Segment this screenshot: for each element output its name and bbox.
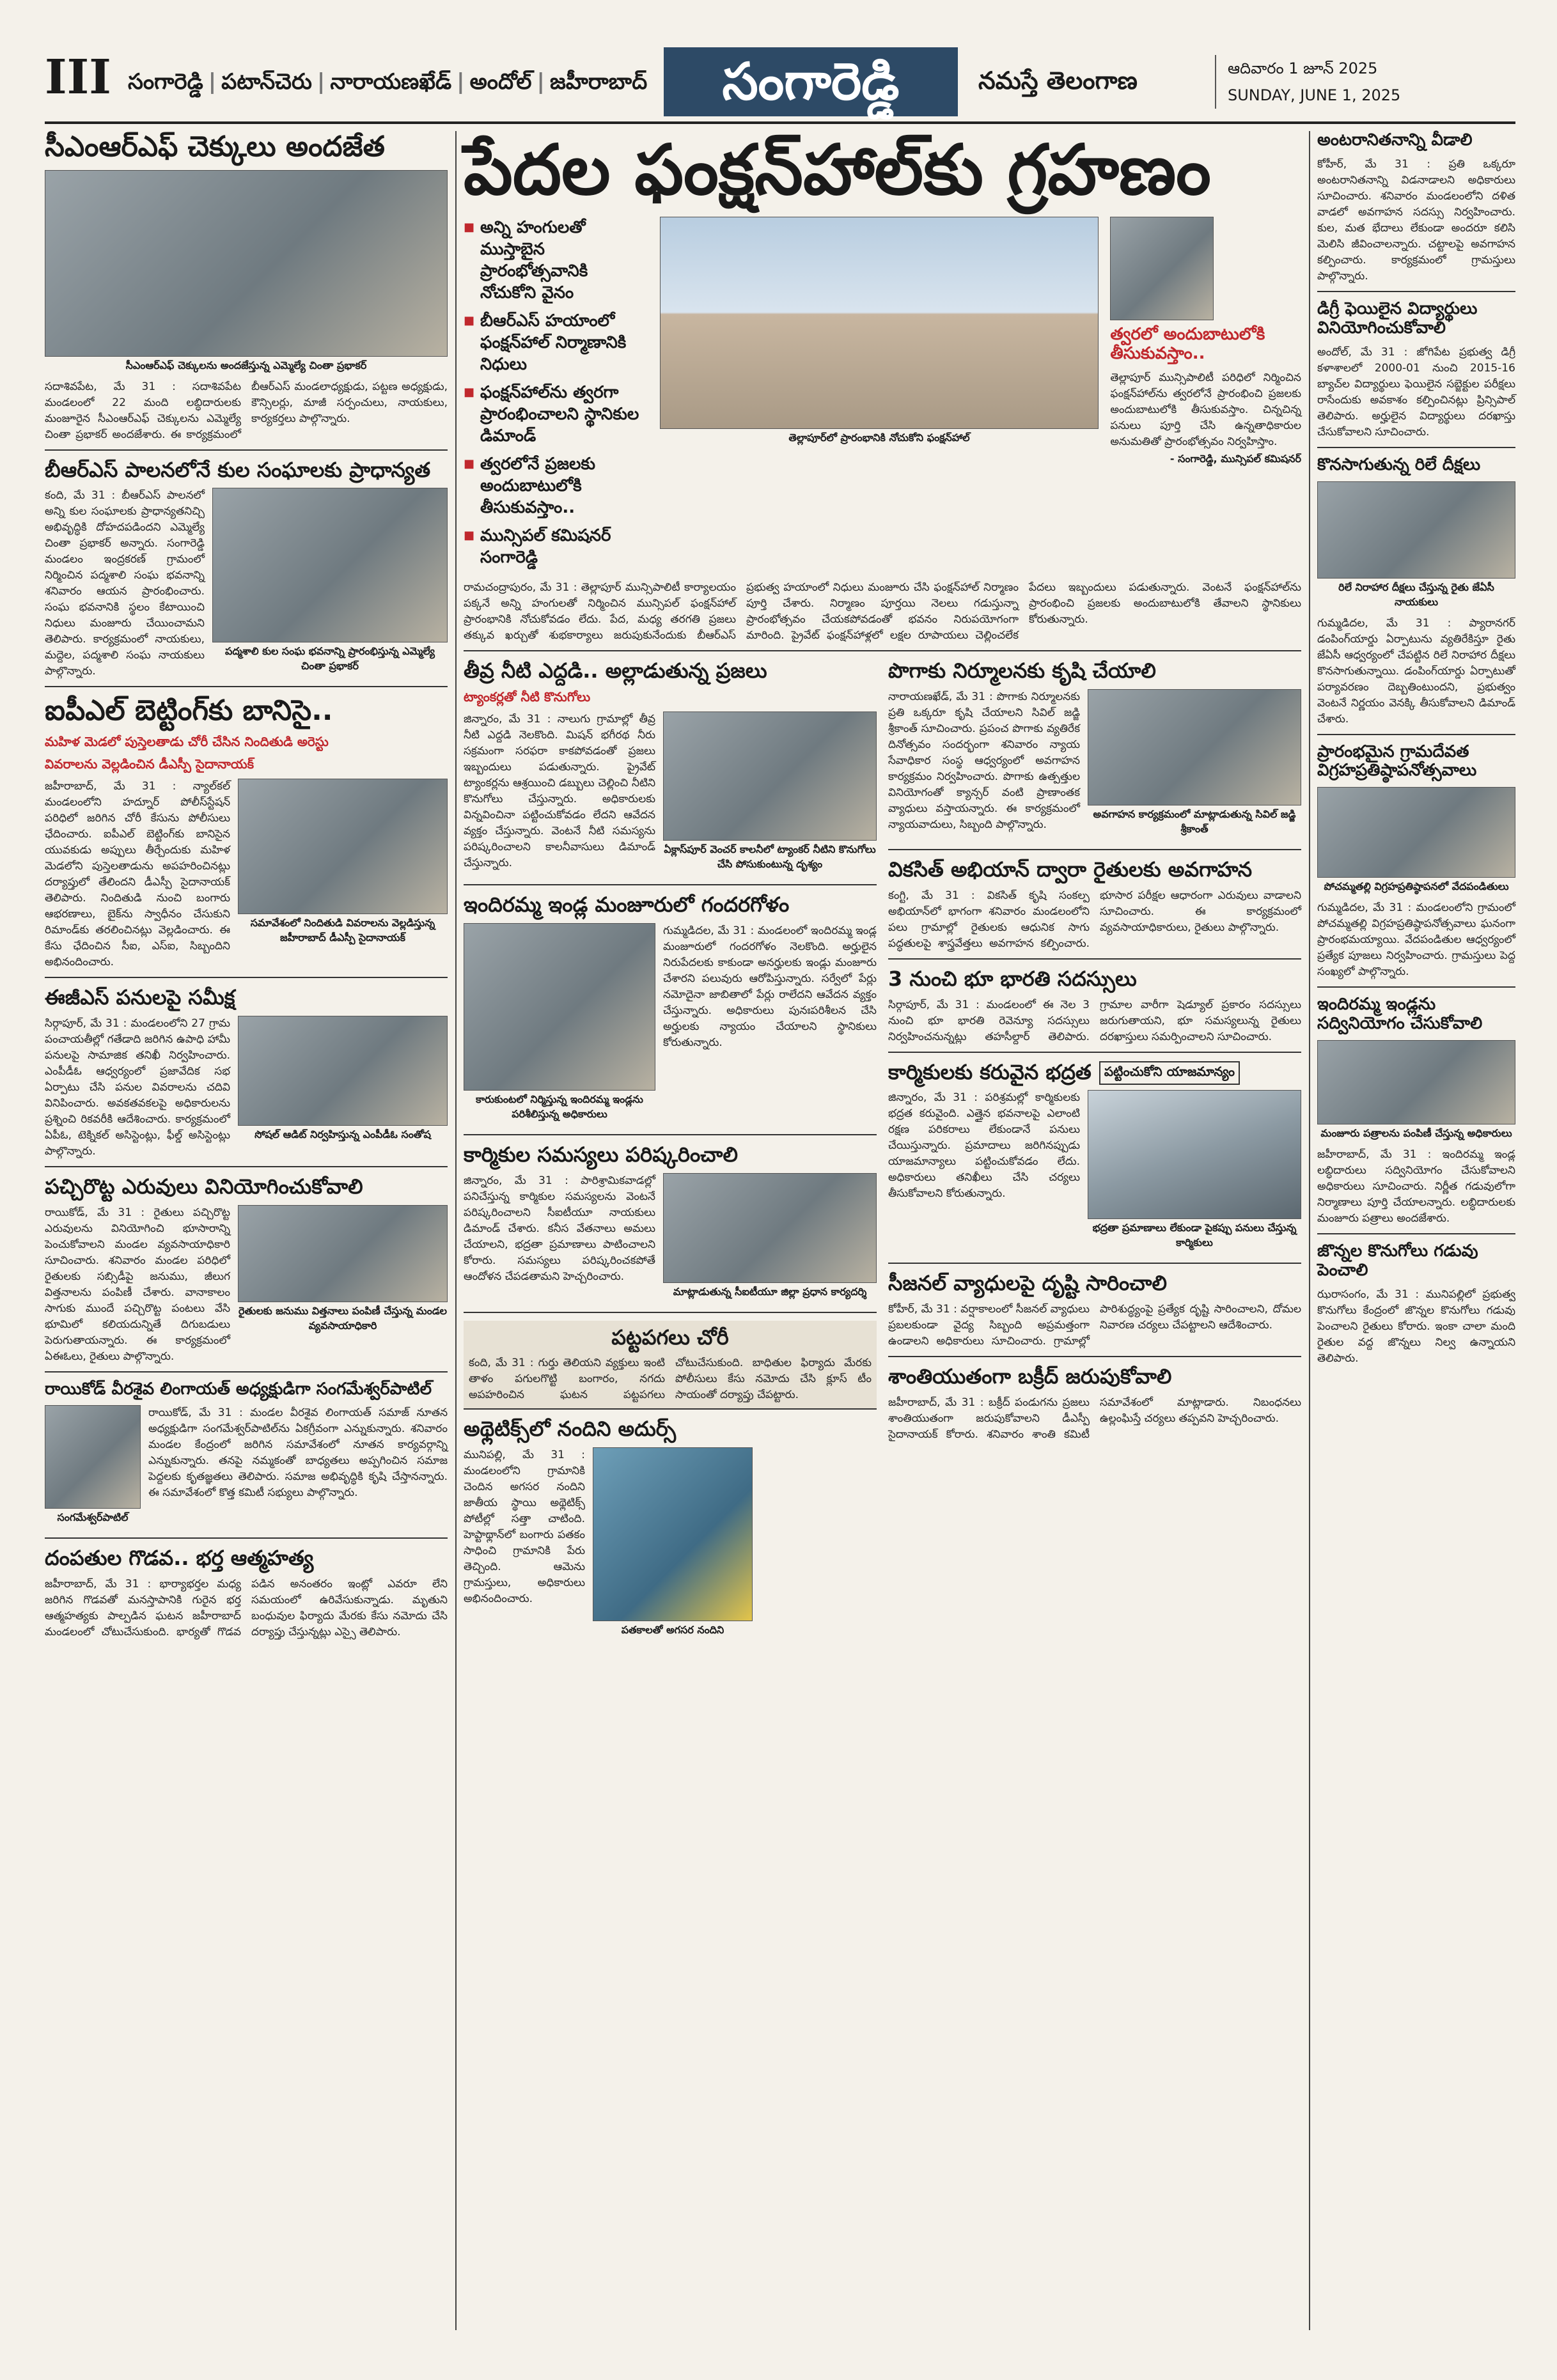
photo-cmrf <box>45 170 448 357</box>
article-body: జిన్నారం, మే 31 : నాలుగు గ్రామాల్లో తీవ్ర నీటి ఎద్దడి నెలకొంది. మిషన్ భగీరథ నీరు సక్రమంగా సరఫరా కాకపోవడంతో ప్రజలు ఇబ్బందులు పడుతున్నారు. ప్రైవేట్ ట్యాంకర్లను ఆశ్రయించి డబ్బులు చెల్లించి నీటిని కొనుగోలు చేస్తున్నారు. అధికారులకు విన్నవించినా పట్టించుకోవడం లేదని ఆవేదన వ్యక్తం చేస్తున్నారు. వెంటనే నీటి సమస్యను పరిష్కరించాలని కాలనీవాసులు డిమాండ్ చేస్తున్నారు. <box>464 712 655 869</box>
photo-hunger-strike <box>1317 481 1515 579</box>
masthead <box>45 45 1515 124</box>
article-ipl-betting <box>45 695 448 978</box>
article-body: గుమ్మడిదల, మే 31 : మండలంలోని గ్రామంలో పోచమ్మతల్లి విగ్రహప్రతిష్ఠాపనోత్సవాలు ఘనంగా ప్రారంభమయ్యాయి. వేదపండితుల ఆధ్వర్యంలో ప్రత్యేక పూజలు నిర్వహించారు. గ్రామస్తులు పెద్ద సంఖ్యలో పాల్గొన్నారు. <box>1317 901 1515 979</box>
middle-column <box>464 131 1301 1658</box>
article-body: కంది, మే 31 : గుర్తు తెలియని వ్యక్తులు ఇంటి తాళం పగులగొట్టి బంగారం, నగదు అపహరించిన ఘటన పట్టపగలు చోటుచేసుకుంది. బాధితుల ఫిర్యాదు మేరకు పోలీసులు కేసు నమోదు చేసి క్లూస్ టీం సాయంతో దర్యాప్తు చేపట్టారు. <box>469 1357 872 1402</box>
lead-body: రామచంద్రాపురం, మే 31 : తెల్లాపూర్ మున్సిపాలిటీ కార్యాలయం పక్కనే అన్ని హంగులతో నిర్మించిన మున్సిపల్ ఫంక్షన్‌హాల్ ప్రారంభానికి నోచుకోవడం లేదు. పేద, మధ్య తరగతి ప్రజలు తక్కువ ఖర్చుతో శుభకార్యాలు జరుపుకునేందుకు బీఆర్‌ఎస్ ప్రభుత్వ హయాంలో నిధులు మంజూరు చేసి ఫంక్షన్‌హాల్ నిర్మాణం పూర్తి చేశారు. నిర్మాణం పూర్తయి నెలలు గడుస్తున్నా ప్రారంభోత్సవం చేయకపోవడంతో భవనం నిరుపయోగంగా మారింది. ప్రైవేట్ ఫంక్షన్‌హాళ్లలో లక్షల రూపాయలు చెల్లించలేక పేదలు ఇబ్బందులు పడుతున్నారు. వెంటనే ఫంక్షన్‌హాల్‌ను ప్రారంభించి ప్రజలకు అందుబాటులోకి తేవాలని స్థానికులు కోరుతున్నారు. <box>464 581 1301 642</box>
headline: కొనసాగుతున్న రిలే దీక్షలు <box>1317 455 1481 474</box>
article-body: జిన్నారం, మే 31 : పారిశ్రామికవాడల్లో పనిచేస్తున్న కార్మికుల సమస్యలను వెంటనే పరిష్కరించాలని సీఐటీయూ నాయకులు డిమాండ్ చేశారు. కనీస వేతనాలు అమలు చేయాలని, భద్రతా ప్రమాణాలు పాటించాలని కోరారు. సమస్యలు పరిష్కరించకపోతే ఆందోళన చేపడతామని హెచ్చరించారు. <box>464 1174 655 1283</box>
article-suicide <box>45 1546 448 1647</box>
headline: సీఎంఆర్‌ఎఫ్ చెక్కులు అందజేత <box>45 130 385 163</box>
photo-caption: పతకాలతో అగసర నందిని <box>621 1624 724 1637</box>
photo-house-inspection <box>464 923 655 1091</box>
article-body: జిన్నారం, మే 31 : పరిశ్రమల్లో కార్మికులకు భద్రత కరువైంది. ఎత్తైన భవనాలపై ఎలాంటి రక్షణ పరికరాలు లేకుండానే పనులు చేయిస్తున్నారు. ప్రమాదాలు జరిగినప్పుడు యాజమాన్యాలు పట్టించుకోవడం లేదు. అధికారులు తనిఖీలు చేసి చర్యలు తీసుకోవాలని కోరుతున్నారు. <box>888 1091 1080 1201</box>
article-body: నారాయణఖేడ్, మే 31 : పొగాకు నిర్మూలనకు ప్రతి ఒక్కరూ కృషి చేయాలని సివిల్ జడ్జి శ్రీకాంత్ సూచించారు. ప్రపంచ పొగాకు వ్యతిరేక దినోత్సవం సందర్భంగా శనివారం న్యాయ సేవాధికార సంస్థ ఆధ్వర్యంలో అవగాహన కార్యక్రమం నిర్వహించారు. పొగాకు ఉత్పత్తుల వినియోగంతో క్యాన్సర్ వంటి ప్రాణాంతక వ్యాధులు వస్తాయన్నారు. ఈ కార్యక్రమంలో న్యాయవాదులు, సిబ్బంది పాల్గొన్నారు. <box>888 690 1080 831</box>
photo-caption: మాట్లాడుతున్న సీఐటీయూ జిల్లా ప్రధాన కార్యదర్శి <box>673 1285 867 1298</box>
photo-caption: ఏక్లాస్‌పూర్ వెంచర్ కాలనీలో ట్యాంకర్ నీటిని కొనుగోలు చేసి పోసుకుంటున్న దృశ్యం <box>664 843 876 870</box>
subheading: వివరాలను వెల్లడించిన డీఎస్పీ సైదానాయక్ <box>45 756 254 772</box>
highlight-item: ■ అన్ని హంగులతో ముస్తాబైన ప్రారంభోత్సవానికి నోచుకోని వైనం <box>464 217 648 304</box>
article-worker-safety <box>888 1061 1301 1264</box>
headline: వికసిత్ అభియాన్ ద్వారా రైతులకు అవగాహన <box>888 857 1253 882</box>
article-indiramma-utilize <box>1317 995 1515 1234</box>
photo-caption: రిలే నిరాహార దీక్షలు చేస్తున్న రైతు జేఏసీ నాయకులు <box>1338 580 1494 608</box>
headline: రాయికోడ్ వీరశైవ లింగాయత్ అధ్యక్షుడిగా సంగమేశ్వర్‌పాటిల్ <box>45 1379 432 1399</box>
area-item: పటాన్‌చెరు <box>221 69 312 95</box>
article-lingayat-president <box>45 1380 448 1539</box>
photo-caption: భద్రతా ప్రమాణాలు లేకుండా పైకప్పు పనులు చేస్తున్న కార్మికులు <box>1092 1222 1297 1249</box>
article-body: సదాశివపేట, మే 31 : సదాశివపేట మండలంలో 22 మంది లబ్ధిదారులకు మంజూరైన సీఎంఆర్‌ఎఫ్ చెక్కులను ఎమ్మెల్యే చింతా ప్రభాకర్ అందజేశారు. ఈ కార్యక్రమంలో బీఆర్‌ఎస్ మండలాధ్యక్షుడు, పట్టణ అధ్యక్షుడు, కౌన్సిలర్లు, మాజీ సర్పంచులు, నాయకులు, కార్యకర్తలు పాల్గొన్నారు. <box>45 380 448 441</box>
highlight-item: ■ ఫంక్షన్‌హాల్‌ను త్వరగా ప్రారంభించాలని స్థానికుల డిమాండ్ <box>464 382 648 447</box>
article-idol-installation <box>1317 743 1515 988</box>
photo-portrait <box>45 1405 141 1509</box>
photo-caption: పోచమ్మతల్లి విగ్రహప్రతిష్ఠాపనలో వేదపండితులు <box>1324 880 1509 893</box>
headline: ఐపీఎల్ బెట్టింగ్‌కు బానిసై.. <box>45 694 333 727</box>
headline: బీఆర్‌ఎస్ పాలనలోనే కుల సంఘాలకు ప్రాధాన్యత <box>45 457 431 482</box>
article-theft <box>464 1321 877 1410</box>
article-body: కంగ్టి, మే 31 : వికసిత్ కృషి సంకల్ప అభియాన్‌లో భాగంగా శనివారం మండలంలోని పలు గ్రామాల్లో రైతులకు ఆధునిక సాగు పద్ధతులపై శాస్త్రవేత్తలు అవగాహన కల్పించారు. భూసార పరీక్షల ఆధారంగా ఎరువులు వాడాలని సూచించారు. ఈ కార్యక్రమంలో వ్యవసాయాధికారులు, రైతులు పాల్గొన్నారు. <box>888 889 1301 950</box>
photo-citu-meeting <box>663 1173 877 1283</box>
headline: ప్రారంభమైన గ్రామదేవత విగ్రహప్రతిష్ఠాపనోత్సవాలు <box>1317 742 1477 781</box>
headline: తీవ్ర నీటి ఎద్దడి.. అల్లాడుతున్న ప్రజలు <box>464 658 767 683</box>
article-degree-exams <box>1317 300 1515 448</box>
lead-article <box>464 131 1301 651</box>
headline: పట్టపగలు చోరీ <box>611 1325 729 1349</box>
article-body: ఝరాసంగం, మే 31 : మునిపల్లిలో ప్రభుత్వ కొనుగోలు కేంద్రంలో జొన్నల కొనుగోలు గడువు పెంచాలని రైతులు కోరారు. ఇంకా చాలా మంది రైతుల వద్ద జొన్నలు నిల్వ ఉన్నాయని తెలిపారు. <box>1317 1287 1515 1365</box>
headline: ఈజీఎస్ పనులపై సమీక్ష <box>45 984 235 1009</box>
photo-commissioner <box>1110 217 1214 320</box>
article-indiramma-houses <box>464 893 877 1135</box>
photo-caption: పద్మశాలి కుల సంఘ భవనాన్ని ప్రారంభిస్తున్న ఎమ్మెల్యే చింతా ప్రభాకర్ <box>224 645 435 673</box>
left-column <box>45 131 448 1654</box>
photo-caption: సోషల్ ఆడిట్ నిర్వహిస్తున్న ఎంపీడీఓ సంతోష <box>254 1128 431 1140</box>
article-body: జహీరాబాద్, మే 31 : బక్రీద్ పండుగను ప్రజలు శాంతియుతంగా జరుపుకోవాలని డీఎస్పీ సైదానాయక్ కోరారు. శనివారం శాంతి కమిటీ సమావేశంలో మాట్లాడారు. నిబంధనలు ఉల్లంఘిస్తే చర్యలు తప్పవని హెచ్చరించారు. <box>888 1396 1301 1441</box>
headline: కార్మికులకు కరువైన భద్రత <box>888 1059 1091 1084</box>
article-viksit-abhiyan <box>888 858 1301 960</box>
right-column <box>1317 131 1515 1381</box>
article-body: మునిపల్లి, మే 31 : మండలంలోని గ్రామానికి చెందిన అగసర నందిని జాతీయ స్థాయి అథ్లెటిక్స్ పోటీల్లో సత్తా చాటింది. హెప్టాథ్లాన్‌లో బంగారు పతకం సాధించి గ్రామానికి పేరు తెచ్చింది. ఆమెను గ్రామస్తులు, అధికారులు అభినందించారు. <box>464 1449 585 1606</box>
photo-caption: సీఎంఆర్‌ఎఫ్ చెక్కులను అందజేస్తున్న ఎమ్మెల్యే చింతా ప్రభాకర్ <box>125 359 367 371</box>
headline: అంటరానితనాన్ని వీడాలి <box>1317 130 1473 150</box>
photo-sanction-letters <box>1317 1040 1515 1124</box>
lead-highlights <box>464 217 648 575</box>
subheading-box: పట్టించుకోని యాజమాన్యం <box>1099 1061 1240 1085</box>
article-caste-associations <box>45 458 448 688</box>
date-english: SUNDAY, JUNE 1, 2025 <box>1228 86 1401 104</box>
headline: ఇందిరమ్మ ఇండ్ల మంజూరులో గందరగోళం <box>464 892 790 917</box>
headline: కార్మికుల సమస్యలు పరిష్కరించాలి <box>464 1142 738 1167</box>
article-bakrid <box>888 1365 1301 1449</box>
sidebar-headline: త్వరలో అందుబాటులోకి తీసుకువస్తాం.. <box>1110 325 1265 364</box>
photo-caption: రైతులకు జనుము విత్తనాలు పంపిణీ చేస్తున్న మండల వ్యవసాయాధికారి <box>238 1304 448 1332</box>
area-item: నారాయణఖేడ్ <box>330 69 452 95</box>
column-rule <box>1309 131 1310 2330</box>
date-telugu: ఆదివారం 1 జూన్ 2025 <box>1228 59 1378 77</box>
headline: దంపతుల గొడవ.. భర్త ఆత్మహత్య <box>45 1546 314 1571</box>
photo-padmashali <box>212 488 448 642</box>
article-bhu-bharati <box>888 967 1301 1053</box>
headline: పచ్చిరొట్ట ఎరువులు వినియోగించుకోవాలి <box>45 1174 363 1199</box>
article-untouchability <box>1317 131 1515 292</box>
article-body: అందోల్, మే 31 : జోగిపేట ప్రభుత్వ డిగ్రీ కళాశాలలో 2000-01 నుంచి 2015-16 బ్యాచ్‌ల విద్యార్థులు ఫెయిలైన సబ్జెక్టుల పరీక్షలు రాసేందుకు అవకాశం కల్పించినట్లు ప్రిన్సిపాల్ తెలిపారు. అర్హులైన విద్యార్థులు దరఖాస్తు చేసుకోవాలని సూచించారు. <box>1317 345 1515 439</box>
highlight-item: ■ మున్సిపల్ కమిషనర్ సంగారెడ్డి <box>464 525 648 568</box>
photo-caption: సంగమేశ్వర్‌పాటిల్ <box>57 1511 129 1524</box>
article-body: రాయికోడ్, మే 31 : రైతులు పచ్చిరొట్ట ఎరువులను వినియోగించి భూసారాన్ని పెంచుకోవాలని మండల వ్యవసాయాధికారి సూచించారు. శనివారం మండల పరిధిలో రైతులకు సబ్సిడీపై జనుము, జీలుగ విత్తనాలను పంపిణీ చేశారు. వానాకాలం సాగుకు ముందే పచ్చిరొట్ట పంటలు వేసి భూమిలో కలియదున్నితే దిగుబడులు పెరుగుతాయన్నారు. ఈ కార్యక్రమంలో ఏఈఓలు, రైతులు పాల్గొన్నారు. <box>45 1206 230 1363</box>
article-water-scarcity <box>464 659 877 885</box>
headline: అథ్లెటిక్స్‌లో నందిని అదుర్స్ <box>464 1417 677 1442</box>
highlight-item: ■ త్వరలోనే ప్రజలకు అందుబాటులోకి తీసుకువస్తాం.. <box>464 453 648 518</box>
photo-police-briefing <box>238 779 448 914</box>
article-body: జహీరాబాద్, మే 31 : ఇందిరమ్మ ఇండ్ల లబ్ధిదారులు సద్వినియోగం చేసుకోవాలని అధికారులు సూచించారు. నిర్ణీత గడువులోగా నిర్మాణాలు పూర్తి చేయాలన్నారు. లబ్ధిదారులకు మంజూరు పత్రాలు అందజేశారు. <box>1317 1148 1515 1225</box>
article-body: జహీరాబాద్, మే 31 : భార్యాభర్తల మధ్య జరిగిన గొడవతో మనస్తాపానికి గురైన భర్త ఆత్మహత్యకు పాల్పడిన ఘటన జహీరాబాద్ మండలంలో చోటుచేసుకుంది. భార్యతో గొడవ పడిన అనంతరం ఇంట్లో ఎవరూ లేని సమయంలో ఉరివేసుకున్నాడు. మృతుని బంధువుల ఫిర్యాదు మేరకు కేసు నమోదు చేసి దర్యాప్తు చేస్తున్నట్లు ఎస్సై తెలిపారు. <box>45 1578 448 1639</box>
photo-caption: సమావేశంలో నిందితుడి వివరాలను వెల్లడిస్తున్న జహీరాబాద్ డీఎస్పీ సైదానాయక్ <box>250 916 435 944</box>
article-body: సిర్గాపూర్, మే 31 : మండలంలోని 27 గ్రామ పంచాయతీల్లో గతేడాది జరిగిన ఉపాధి హామీ పనులపై సామాజిక తనిఖీ నిర్వహించారు. ఎంపీడీఓ ఆధ్వర్యంలో ప్రజావేదిక సభ ఏర్పాటు చేసి పనుల వివరాలను చదివి వినిపించారు. అవకతవకలపై అధికారులను ప్రశ్నించి రికవరీకి ఆదేశించారు. కార్యక్రమంలో ఏపీఓ, టెక్నికల్ అసిస్టెంట్లు, ఫీల్డ్ అసిస్టెంట్లు పాల్గొన్నారు. <box>45 1016 230 1158</box>
area-item: సంగారెడ్డి <box>128 69 203 95</box>
photo-function-hall <box>660 217 1099 429</box>
article-athletics <box>464 1417 877 1650</box>
photo-athlete <box>593 1447 753 1621</box>
photo-social-audit <box>238 1016 448 1126</box>
article-body: సిర్గాపూర్, మే 31 : మండలంలో ఈ నెల 3 నుంచి భూ భారతి రెవెన్యూ సదస్సులు నిర్వహించనున్నట్లు తహసీల్దార్ తెలిపారు. గ్రామాల వారీగా షెడ్యూల్ ప్రకారం సదస్సులు జరుగుతాయని, భూ సమస్యలున్న రైతులు దరఖాస్తులు సమర్పించాలని సూచించారు. <box>888 998 1301 1043</box>
article-body: కోహీర్, మే 31 : ప్రతి ఒక్కరూ అంటరానితనాన్ని విడనాడాలని అధికారులు సూచించారు. శనివారం మండలంలోని దళిత వాడలో అవగాహన సదస్సు నిర్వహించారు. కుల, మత భేదాలు లేకుండా అందరూ కలిసి మెలిసి జీవించాలన్నారు. చట్టాలపై అవగాహన కల్పించారు. కార్యక్రమంలో గ్రామస్తులు పాల్గొన్నారు. <box>1317 157 1515 283</box>
photo-roof-workers <box>1088 1090 1301 1219</box>
headline: జొన్నల కొనుగోలు గడువు పెంచాలి <box>1317 1241 1478 1280</box>
subheading: ట్యాంకర్లతో నీటి కొనుగోలు <box>464 688 591 704</box>
photo-caption: అవగాహన కార్యక్రమంలో మాట్లాడుతున్న సివిల్ జడ్జి శ్రీకాంత్ <box>1093 807 1296 835</box>
photo-awareness-event <box>1088 689 1301 805</box>
headline: పొగాకు నిర్మూలనకు కృషి చేయాలి <box>888 658 1156 683</box>
photo-temple-ritual <box>1317 787 1515 878</box>
dateline <box>1215 55 1400 109</box>
headline: శాంతియుతంగా బక్రీద్ జరుపుకోవాలి <box>888 1364 1172 1389</box>
photo-seed-distribution <box>238 1205 448 1302</box>
article-workers-issues <box>464 1143 877 1313</box>
article-body: గుమ్మడిదల, మే 31 : మండలంలో ఇందిరమ్మ ఇండ్ల మంజూరులో గందరగోళం నెలకొంది. అర్హులైన నిరుపేదలకు కాకుండా అనర్హులకు ఇండ్లు మంజూరు చేశారని పలువురు ఆరోపిస్తున్నారు. సర్వేలో పేర్లు నమోదైనా జాబితాలో పేర్లు రాలేదని ఆవేదన వ్యక్తం చేస్తున్నారు. అధికారులు పునఃపరిశీలన చేసి అర్హులకు న్యాయం చేయాలని స్థానికులు కోరుతున్నారు. <box>663 924 877 1049</box>
headline: డిగ్రీ ఫెయిలైన విద్యార్థులు వినియోగించుకోవాలి <box>1317 299 1478 338</box>
article-cmrf <box>45 131 448 451</box>
article-tobacco <box>888 659 1301 850</box>
paper-name: నమస్తే తెలంగాణ <box>978 66 1138 95</box>
subheading: మహిళ మెడ‌లో పుస్తెలతాడు చోరీ చేసిన నిందితుడి అరెస్టు <box>45 733 329 749</box>
sidebar-signature: - సంగారెడ్డి, మున్సిపల్ కమిషనర్ <box>1170 452 1301 465</box>
photo-water-tanker <box>663 712 877 841</box>
article-body: కంది, మే 31 : బీఆర్‌ఎస్ పాలనలో అన్ని కుల సంఘాలకు ప్రాధాన్యతనిచ్చి అభివృద్ధికి దోహదపడిందని ఎమ్మెల్యే చింతా ప్రభాకర్ అన్నారు. సంగారెడ్డి మండలం ఇంద్రకరణ్ గ్రామంలో నిర్మించిన పద్మశాలి సంఘ భవనాన్ని శనివారం ఆయన ప్రారంభించారు. సంఘ భవనానికి స్థలం కేటాయించి నిధులు మంజూరు చేయించామని తెలిపారు. కార్యక్రమంలో నాయకులు, మద్దెల, పద్మశాలి సంఘ నాయకులు పాల్గొన్నారు. <box>45 489 205 678</box>
photo-caption: తెల్లాపూర్‌లో ప్రారంభానికి నోచుకోని ఫంక్షన్‌హాల్ <box>788 432 970 444</box>
lead-headline: పేదల ఫంక్షన్‌హాల్‌కు గ్రహణం <box>464 130 1211 210</box>
article-body: జహీరాబాద్, మే 31 : న్యాల్‌కల్ మండలంలోని హద్నూర్ పోలీస్‌స్టేషన్ పరిధిలో జరిగిన చోరీ కేసును పోలీసులు ఛేదించారు. ఐపీఎల్ బెట్టింగ్‌కు బానిసైన యువకుడు అప్పులు తీర్చేందుకు మహిళ మెడలోని పుస్తెలతాడును అపహరించినట్లు దర్యాప్తులో తేలిందని డీఎస్పీ సైదానాయక్ తెలిపారు. నిందితుడి నుంచి బంగారు ఆభరణాలు, బైక్‌ను స్వాధీనం చేసుకుని రిమాండ్‌కు తరలించినట్లు వెల్లడించారు. ఈ కేసు ఛేదించిన సీఐ, ఎస్‌ఐ, సిబ్బందిని అభినందించారు. <box>45 779 230 968</box>
sidebar-body: తెల్లాపూర్ మున్సిపాలిటీ పరిధిలో నిర్మించిన ఫంక్షన్‌హాల్‌ను త్వరలోనే ప్రారంభించి ప్రజలకు అందుబాటులోకి తీసుకువస్తాం. చిన్నచిన్న పనులు పూర్తి చేసి ఉన్నతాధికారుల అనుమతితో ప్రారంభోత్సవం నిర్వహిస్తాం. <box>1110 371 1301 448</box>
article-body: రాయికోడ్, మే 31 : మండల వీరశైవ లింగాయత్ సమాజ్ నూతన అధ్యక్షుడిగా సంగమేశ్వర్‌పాటిల్‌ను ఏకగ్రీవంగా ఎన్నుకున్నారు. శనివారం మండల కేంద్రంలో జరిగిన సమావేశంలో నూతన కార్యవర్గాన్ని ఎన్నుకున్నారు. తనపై నమ్మకంతో బాధ్యతలు అప్పగించిన సమాజ పెద్దలకు కృతజ్ఞతలు తెలిపారు. సమాజ అభివృద్ధికి కృషి చేస్తానన్నారు. ఈ సమావేశంలో కొత్త కమిటీ సభ్యులు పాల్గొన్నారు. <box>148 1406 448 1500</box>
highlight-item: ■ బీఆర్‌ఎస్ హయాంలో ఫంక్షన్‌హాల్ నిర్మాణానికి నిధులు <box>464 310 648 375</box>
photo-caption: మంజూరు పత్రాలను పంపిణీ చేస్తున్న అధికారులు <box>1320 1127 1512 1140</box>
headline: ఇందిరమ్మ ఇండ్లను సద్వినియోగం చేసుకోవాలి <box>1317 995 1483 1034</box>
article-relay-hunger-strike <box>1317 456 1515 735</box>
article-body: గుమ్మడిదల, మే 31 : ప్యారానగర్ డంపింగ్‌యార్డు ఏర్పాటును వ్యతిరేకిస్తూ రైతు జేఏసీ ఆధ్వర్యంలో చేపట్టిన రిలే నిరాహార దీక్షలు కొనసాగుతున్నాయి. డంపింగ్‌యార్డు ఏర్పాటుతో పర్యావరణం దెబ్బతింటుందని, ప్రభుత్వం వెంటనే నిర్ణయం వెనక్కి తీసుకోవాలని డిమాండ్ చేశారు. <box>1317 616 1515 726</box>
article-body: కోహీర్, మే 31 : వర్షాకాలంలో సీజనల్ వ్యాధులు ప్రబలకుండా వైద్య సిబ్బంది అప్రమత్తంగా ఉండాలని అధికారులు సూచించారు. గ్రామాల్లో పారిశుద్ధ్యంపై ప్రత్యేక దృష్టి సారించాలని, దోమల నివారణ చర్యలు చేపట్టాలని ఆదేశించారు. <box>888 1303 1301 1348</box>
article-jowar-procurement <box>1317 1242 1515 1373</box>
page-number: III <box>45 50 111 105</box>
lead-sidebar <box>1110 217 1301 575</box>
column-rule <box>455 131 457 2330</box>
area-item: అందోల్ <box>469 69 532 95</box>
article-seasonal-diseases <box>888 1272 1301 1357</box>
article-egs-review <box>45 986 448 1167</box>
area-list: సంగారెడ్డి | పటాన్‌చెరు | నారాయణఖేడ్ | అందోల్ | జహీరాబాద్ <box>128 69 648 95</box>
article-green-manure <box>45 1175 448 1373</box>
area-item: జహీరాబాద్ <box>549 69 648 95</box>
headline: 3 నుంచి భూ భారతి సదస్సులు <box>888 966 1137 991</box>
headline: సీజనల్ వ్యాధులపై దృష్టి సారించాలి <box>888 1271 1168 1296</box>
district-title: సంగారెడ్డి <box>664 47 958 116</box>
photo-caption: కారుకుంటలో నిర్మిస్తున్న ఇందిరమ్మ ఇండ్లను పరిశీలిస్తున్న అధికారులు <box>476 1093 643 1120</box>
